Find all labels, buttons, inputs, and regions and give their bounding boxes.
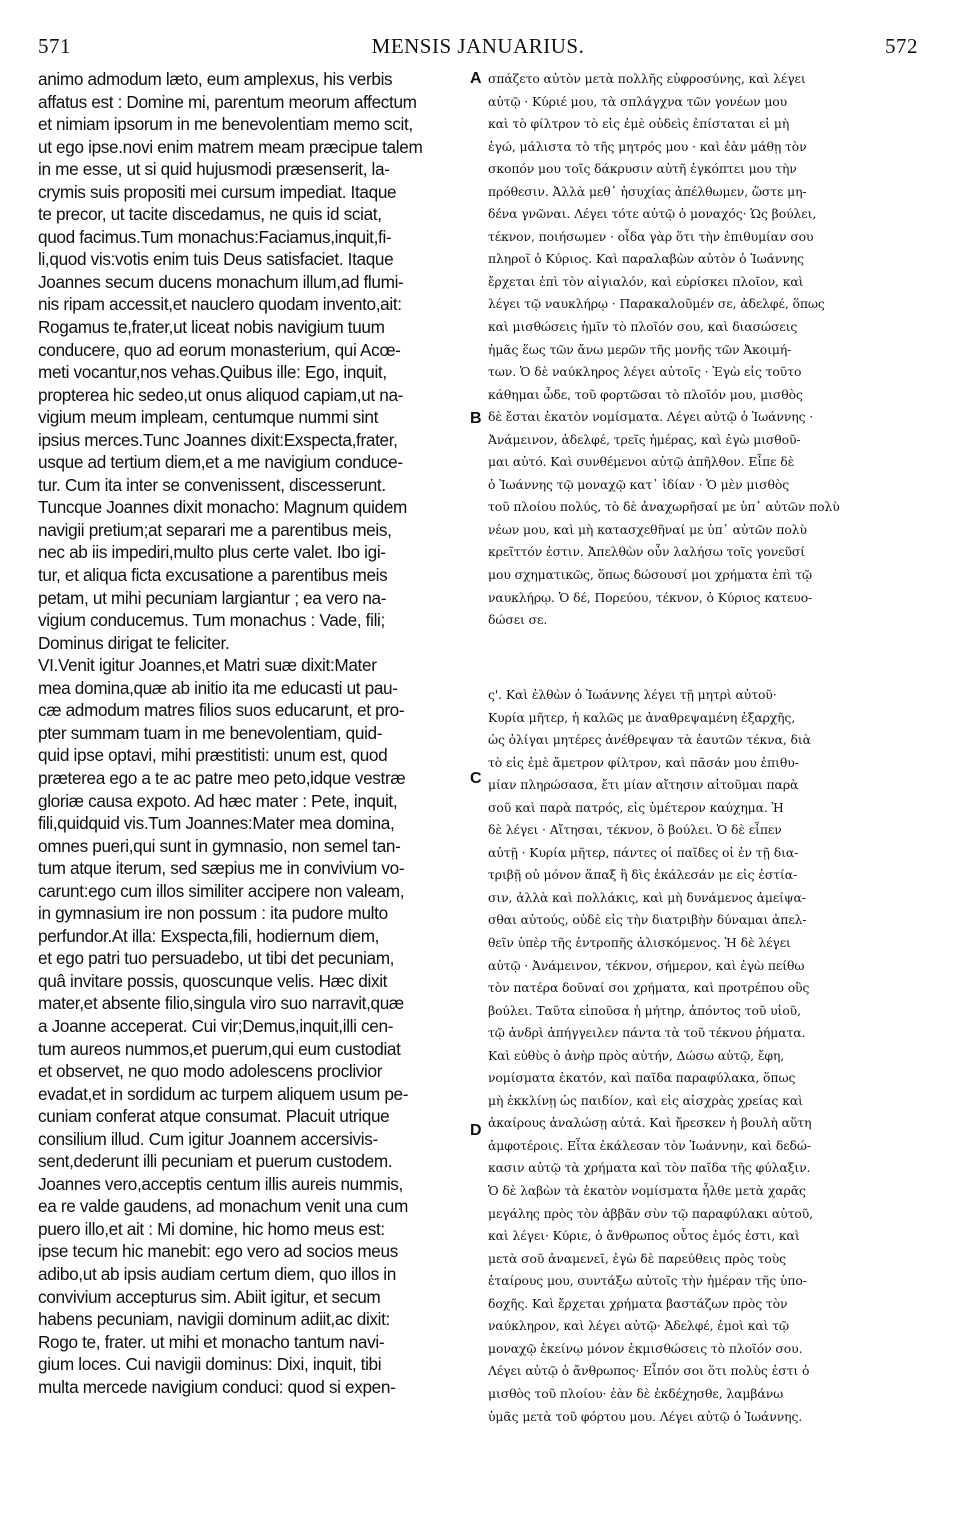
latin-text-line: multa mercede navigium conduci: quod si expen- [38,1376,396,1397]
greek-text-line: ναύκληρον, καὶ λέγει αὐτῷ· Ἀδελφέ, ἐμοὶ καὶ τῷ [488,1318,790,1334]
greek-text-line: μοναχῷ ἐκείνῳ μόνον ἐκμισθώσεις τὸ πλοῖόν σου. [488,1340,803,1356]
latin-text-line: tum atque iterum, sed sæpius me in convivium vo- [38,858,405,879]
greek-text-line: δώσει σε. [488,612,548,628]
latin-text-line: gium loces. Cui navigii dominus: Dixi, inquit, tibi [38,1354,382,1375]
latin-text-line: li,quod vis:votis enim tuis Deus satisfaciet. Itaque [38,249,394,270]
greek-text-line: μαι αὐτό. Καὶ συνθέμενοι αὐτῷ ἀπῆλθον. Εἶπε δὲ [488,454,795,470]
greek-text-line: ναυκλήρῳ. Ὁ δέ, Πορεύου, τέκνον, ὁ Κύριος κατευο- [488,589,813,605]
latin-text-line: propterea hic sedeo,ut onus aliquod capiam,ut na- [38,384,404,405]
greek-text-line: πρόθεσιν. Ἀλλὰ μεθ᾽ ἡσυχίας ἀπέλθωμεν, ὥστε μη- [488,183,807,199]
latin-text-line: tum aureos nummos,et puerum,qui eum custodiat [38,1038,401,1059]
latin-text-line: et ego patri tuo persuadebo, ut tibi det pecuniam, [38,948,395,969]
margin-marker-d: D [470,1122,482,1139]
greek-text-line: τέκνον, ποιήσωμεν · οἶδα γὰρ ὅτι τὴν ἐπιθυμίαν σου [488,228,814,244]
latin-text-line: vigium meum impleam, centumque nummi sint [38,407,379,428]
greek-text-line: λέγει τῷ ναυκλήρῳ · Παρακαλοῦμέν σε, ἀδελφέ, ὅπως [488,296,825,312]
latin-text-line: te precor, ut tacite discedamus, ne quis id sciat, [38,204,382,225]
page-title: MENSIS JANUARIUS. [371,34,585,58]
greek-text-line: νομίσματα ἑκατόν, καὶ παῖδα παραφύλακα, ὅπως [488,1070,796,1086]
latin-text-line: quâ invitare possis, quoscunque velis. Hæc dixit [38,970,388,991]
latin-text-line: navigii pretium;at separari me a parentibus meis, [38,519,392,540]
latin-text-line: nis ripam accessit,et nauclero quodam invento,ait: [38,294,402,315]
greek-text-line: τὸ εἰς ἐμὲ ἄμετρον φίλτρον, καὶ πᾶσάν μου ἐπιθυ- [488,754,799,770]
greek-text-line: Λέγει αὐτῷ ὁ ἄνθρωπος· Εἶπόν σοι ὅτι πολὺς ἐστι ὁ [488,1363,810,1379]
greek-text-line: τοῦ πλοίου πολύς, τὸ δὲ ἀναχωρῆσαί με ὑπ᾽ αὐτῶν πολὺ [488,499,840,515]
greek-text-line: καὶ λέγει· Κύριε, ὁ ἄνθρωπος οὗτος ἐμός ἐστι, καὶ [488,1228,800,1244]
latin-text-line: mea domina,quæ ab initio ita me educasti ut pau- [38,677,398,698]
greek-text-line: αὐτῷ · Κύριέ μου, τὰ σπλάγχνα τῶν γονέων μου [488,93,788,109]
greek-text-line: σιν, ἀλλὰ καὶ πολλάκις, καὶ μὴ δυνάμενος ἀμείψα- [488,889,806,905]
latin-text-line: Rogo te, frater. ut mihi et monacho tantum navi- [38,1331,385,1352]
latin-text-line: evadat,et in sordidum ac turpem aliquem usum pe- [38,1083,409,1104]
greek-text-line: θεῖν ὑπὲρ τῆς ἐντροπῆς ἁλισκόμενος. Ἡ δὲ λέγει [488,935,791,951]
greek-text-line: ἀκαίρους ἀναλώσῃ αὐτά. Καὶ ἤρεσκεν ἡ βουλὴ αὕτη [488,1115,812,1131]
greek-text-line: τὸν πατέρα δοῦναί σοι χρήματα, καὶ προτρέπου οὓς [488,980,810,996]
greek-text-line: ἐγώ, μάλιστα τὸ τῆς μητρός μου · καὶ ἐὰν μάθῃ τὸν [488,138,807,154]
latin-text-line: consilium illud. Cum igitur Joannem accersivis- [38,1128,378,1149]
greek-text-line: δὲ λέγει · Αἴτησαι, τέκνον, ὃ βούλει. Ὁ δὲ εἶπεν [488,822,782,838]
greek-text-line: κασιν αὐτῷ τὰ χρήματα καὶ τὸν παῖδα τῆς φύλαξιν. [488,1160,811,1176]
latin-text-line: habens pecuniam, navigii dominum adiit,ac dixit: [38,1309,390,1330]
greek-text-line: βούλει. Ταῦτα εἰποῦσα ἡ μήτηρ, ἀπόντος τοῦ υἱοῦ, [488,1002,801,1018]
greek-text-line: καὶ τὸ φίλτρον τὸ εἰς ἐμὲ οὐδεὶς ἐπίσταται εἰ μὴ [488,116,790,132]
greek-text-line: μετὰ σοῦ ἀναμενεῖ, ἐγὼ δὲ παρεύθεις πρὸς τοὺς [488,1250,787,1266]
margin-marker-c: C [470,770,482,787]
greek-text-line: Κυρία μῆτερ, ἡ καλῶς με ἀναθρεψαμένη ἐξαρχῆς, [488,709,796,725]
latin-text-line: cæ admodum matres filios suos educarunt, et pro- [38,700,405,721]
latin-text-line: a Joanne acceperat. Cui vir;Demus,inquit,illi cen- [38,1015,394,1036]
greek-text-line: δὲ ἔσται ἑκατὸν νομίσματα. Λέγει αὐτῷ ὁ Ἰωάννης · [488,409,814,425]
page-number-right: 572 [885,34,918,58]
latin-text-line: mater,et absente filio,singula viro suo narravit,quæ [38,993,404,1014]
latin-text-line: puero illo,et ait : Mi domine, hic homo meus est: [38,1218,385,1239]
latin-text-line: nec ab iis impediri,multo plus certe valet. Ibo igi- [38,542,386,563]
latin-text-line: usque ad tertium diem,et a me navigium conduce- [38,452,403,473]
greek-text-line: μὴ ἐκκλίνῃ ὡς παιδίον, καὶ εἰς αἰσχρὰς χρείας καὶ [488,1092,803,1108]
latin-text-line: affatus est : Domine mi, parentum meorum affectum [38,91,417,112]
greek-text-line: αὐτῷ · Ἀνάμεινον, τέκνον, σήμερον, καὶ ἐγὼ πείθω [488,957,805,973]
latin-text-line: in me esse, ut si quid hujusmodi præsenserit, la- [38,159,390,180]
greek-text-line: πληροῖ ὁ Κύριος. Καὶ παραλαβὼν αὐτὸν ὁ Ἰωάννης [488,251,804,267]
latin-text-line: adibo,ut ab ipsis audiam certum diem, quo illos in [38,1263,396,1284]
greek-text-line: μισθὸς τοῦ πλοίου· ἐὰν δὲ ἐκδέχησθε, λαμβάνω [488,1385,784,1401]
latin-text-line: animo admodum læto, eum amplexus, his verbis [38,69,393,89]
greek-text-line: τῷ ἀνδρὶ ἀπήγγειλεν πάντα τὰ τοῦ τέκνου ῥήματα. [488,1025,806,1041]
latin-text-line: Joannes secum ducens monachum illum,ad flumi- [38,271,404,292]
latin-text-line: carunt:ego cum illos similiter accipere non valeam, [38,880,405,901]
latin-text-line: cuniam conferat atque consumat. Placuit utrique [38,1106,390,1127]
greek-text-line: σοῦ καὶ παρὰ πατρός, εἰς ὑμέτερον καύχημα. Ἡ [488,799,784,815]
latin-text-line: quid ipse optavi, mihi præstitisti: unum est, quod [38,745,388,766]
margin-marker-b: B [470,410,482,427]
greek-text-line: ἀμφοτέροις. Εἶτα ἐκάλεσαν τὸν Ἰωάννην, καὶ δεδώ- [488,1137,811,1153]
greek-text-line: αὐτῇ · Κυρία μῆτερ, πάντες οἱ παῖδες οἱ ἐν τῇ δια- [488,844,799,860]
latin-text-line: et observet, ne quo modo adolescens proclivior [38,1061,383,1082]
latin-text-line: perfundor.At illa: Exspecta,fili, hodiernum diem, [38,925,380,946]
latin-text-line: Dominus dirigat te feliciter. [38,632,230,653]
latin-text-line: Tuncque Joannes dixit monacho: Magnum quidem [38,497,407,518]
latin-text-line: omnes pueri,qui sunt in gymnasio, non semel tan- [38,835,401,856]
greek-text-line: κρεῖττόν ἐστιν. Ἀπελθὼν οὖν λαλήσω τοῖς γονεῦσί [488,544,806,560]
latin-text-line: in gymnasium ire non possum : ita pudore multo [38,903,388,924]
greek-text-line: ὁ Ἰωάννης τῷ μοναχῷ κατ᾽ ἰδίαν · Ὁ μὲν μισθὸς [488,476,790,492]
greek-text-line: μίαν πληρώσασα, ἔτι μίαν αἴτησιν αἰτοῦμαι παρὰ [488,777,799,793]
greek-text-line: μεγάλης πρὸς τὸν ἀββᾶν σὺν τῷ παραφύλακι αὐτοῦ, [488,1205,813,1221]
greek-text-line: Καὶ εὐθὺς ὁ ἀνὴρ πρὸς αὐτήν, Δώσω αὐτῷ, ἔφη, [488,1047,785,1063]
greek-text-line: Ὁ δὲ λαβὼν τὰ ἑκατὸν νομίσματα ἦλθε μετὰ χαρᾶς [488,1183,806,1199]
latin-text-line: tur. Cum ita inter se convenissent, discesserunt. [38,474,386,495]
latin-text-line: ea re valde gaudens, ad monachum venit una cum [38,1196,408,1217]
greek-text-line: ἑταίρους μου, συντάξω αὐτοῖς τὴν ἡμέραν τῆς ὑπο- [488,1273,807,1289]
latin-text-line: ipse tecum hic manebit: ego vero ad socios meus [38,1241,398,1262]
greek-text-line: νέων μου, καὶ μὴ κατασχεθῆναί με ὑπ᾽ αὐτῶν πολὺ [488,521,807,537]
greek-column-upper [488,68,918,632]
greek-text-line: σθαι αὐτούς, οὐδὲ εἰς τὴν διατριβὴν δύναμαι ἀπελ- [488,912,807,928]
latin-text-line: fili,quidquid vis.Tum Joannes:Mater mea domina, [38,813,395,834]
latin-text-line: et nimiam ipsorum in me benevolentiam memo scit, [38,114,413,135]
latin-text-line: gloriæ causa expoto. Ad hæc mater : Pete, inquit, [38,790,398,811]
page-number-left: 571 [38,34,71,58]
latin-text-line: ipsius merces.Tunc Joannes dixit:Exspecta,frater, [38,429,398,450]
greek-text-line: ὑμᾶς μετὰ τοῦ φόρτου μου. Λέγει αὐτῷ ὁ Ἰωάννης. [488,1408,803,1424]
margin-marker-a: A [470,70,482,87]
latin-column [38,68,478,1398]
latin-text-line: sent,dederunt illi pecuniam et puerum custodem. [38,1151,393,1172]
greek-text-line: ς'. Καὶ ἐλθὼν ὁ Ἰωάννης λέγει τῇ μητρὶ αὐτοῦ· [488,687,777,702]
latin-text-line: ut ego ipse.novi enim matrem meam præcipue talem [38,136,423,157]
greek-text-line: ὡς ὀλίγαι μητέρες ἀνέθρεψαν τὰ ἑαυτῶν τέκνα, διὰ [488,732,811,748]
latin-text-line: Joannes vero,acceptis centum illis aureis nummis, [38,1173,403,1194]
latin-text-line: meti vocantur,nos vehas.Quibus ille: Ego, inquit, [38,362,387,383]
greek-column-lower [488,684,918,1428]
latin-text-line: pter summam tuam in me benevolentiam, quid- [38,722,383,743]
latin-text-line: crymis suis propositi mei cursum impediat. Itaque [38,181,397,202]
latin-text-line: petam, ut mihi pecuniam largiantur ; ea vero na- [38,587,387,608]
greek-text-line: ἔρχεται ἐπὶ τὸν αἰγιαλόν, καὶ εὑρίσκει πλοῖον, καὶ [488,273,804,289]
latin-text-line: VI.Venit igitur Joannes,et Matri suæ dixit:Mater [38,655,377,676]
greek-text-line: δοχῆς. Καὶ ἔρχεται χρήματα βαστάζων πρὸς τὸν [488,1295,788,1311]
latin-text-line: quod facimus.Tum monachus:Faciamus,inquit,fi- [38,226,392,247]
latin-text-line: præterea ego a te ac patre meo peto,idque vestræ [38,767,406,788]
greek-text-line: ἡμᾶς ἕως τῶν ἄνω μερῶν τῆς μονῆς τῶν Ἀκοιμή- [488,341,792,357]
latin-text-line: Rogamus te,frater,ut liceat nobis navigium tuum [38,317,385,338]
greek-text-line: τριβῇ οὐ μόνον ἅπαξ ἢ δὶς ἐκάλεσάν με εἰς ἑστία- [488,867,798,883]
latin-text-line: vigium conducemus. Tum monachus : Vade, fili; [38,610,385,631]
greek-text-line: σκοπόν μου τοῖς δάκρυσιν αὐτῆ ἐγκόπτει μου τὴν [488,161,797,177]
greek-text-line: μου σχηματικῶς, ὅπως δώσουσί μοι χρήματα ἐπὶ τῷ [488,567,812,583]
latin-text-line: convivium accepturus sim. Abiit igitur, et secum [38,1286,381,1307]
greek-text-line: Ἀνάμεινον, ἀδελφέ, τρεῖς ἡμέρας, καὶ ἐγὼ μισθοῦ- [488,431,801,447]
greek-text-line: κάθημαι ὧδε, τοῦ φορτῶσαι τὸ πλοῖόν μου, μισθὸς [488,386,803,402]
greek-text-line: καὶ μισθώσεις ἡμῖν τὸ πλοῖόν σου, καὶ διασώσεις [488,319,798,335]
greek-text-line: σπάζετο αὐτὸν μετὰ πολλῆς εὐφροσύνης, καὶ λέγει [488,71,806,86]
running-header [38,34,918,64]
latin-text-line: conducere, quo ad eorum monasterium, qui Acœ- [38,339,401,360]
latin-text-line: tur, et aliqua ficta excusatione a parentibus meis [38,565,388,586]
greek-text-line: δένα γνῶναι. Λέγει τότε αὐτῷ ὁ μοναχός· Ὡς βούλει, [488,206,817,222]
greek-text-line: των. Ὁ δὲ ναύκληρος λέγει αὐτοῖς · Ἐγὼ εἰς τοῦτο [488,364,802,380]
